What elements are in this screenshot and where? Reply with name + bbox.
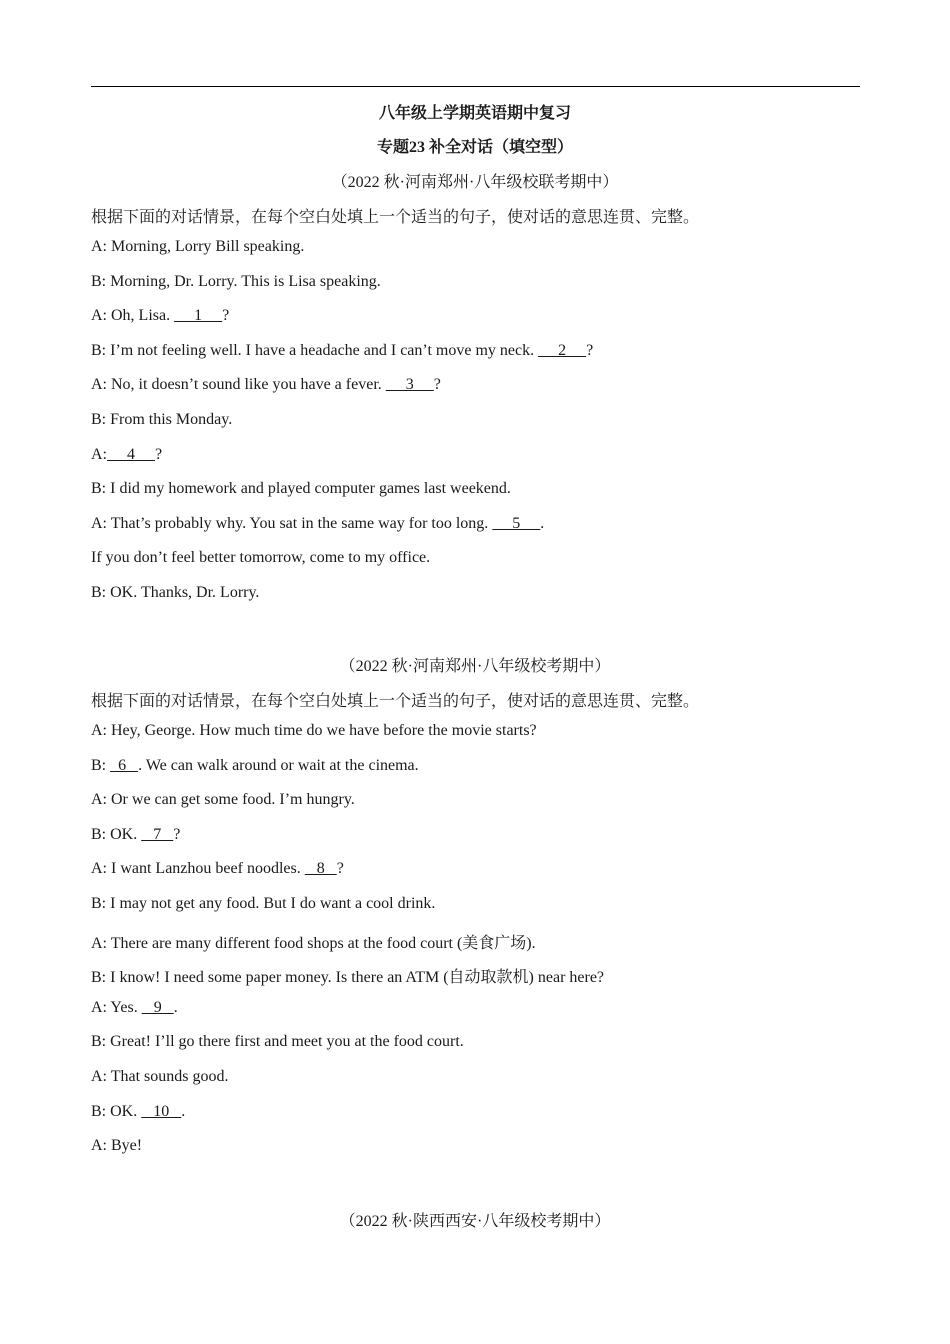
answer-blank[interactable]: 8 (304, 860, 337, 878)
answer-blank[interactable]: 9 (141, 998, 174, 1016)
dialogue-line (91, 1103, 185, 1121)
dialogue-line (91, 549, 430, 567)
line-text: B: OK. Thanks, Dr. Lorry. (91, 584, 260, 601)
dialogue-line (91, 376, 441, 394)
document-subtitle: 专题23 补全对话（填空型） (376, 139, 573, 156)
line-text: If you don’t feel better tomorrow, come to my office. (91, 549, 431, 567)
answer-blank[interactable]: 6 (110, 756, 139, 774)
section3-source: （2022 秋·陕西西安·八年级校考期中） (339, 1213, 611, 1230)
line-text-after-blank: . We can walk around or wait at the cinema. (138, 756, 419, 774)
line-text-after-blank: ? (433, 376, 441, 394)
dialogue-line (91, 1137, 142, 1155)
line-text-after-blank: ? (155, 445, 163, 463)
section2-instruction: 根据下面的对话情景，在每个空白处填上一个适当的句子，使对话的意思连贯、完整。 (91, 693, 700, 710)
section1-source: （2022 秋·河南郑州·八年级校联考期中） (331, 174, 619, 191)
line-text: A: Bye! (91, 1137, 143, 1155)
section1-instruction: 根据下面的对话情景，在每个空白处填上一个适当的句子，使对话的意思连贯、完整。 (91, 209, 700, 226)
answer-blank[interactable]: 5 (492, 514, 541, 532)
line-text: A: I want Lanzhou beef noodles. (91, 860, 305, 878)
line-text: A: Or we can get some food. I’m hungry. (91, 791, 355, 809)
line-text: B: Morning, Dr. Lorry. This is Lisa speaking. (91, 272, 381, 290)
dialogue-line (91, 342, 593, 360)
dialogue-line (91, 446, 162, 464)
dialogue-line (91, 791, 355, 809)
line-text: A: That sounds good. (91, 1068, 229, 1085)
answer-blank[interactable]: 4 (107, 445, 155, 463)
line-text-after-blank: . (173, 998, 178, 1016)
dialogue-line (91, 515, 544, 533)
line-text: B: (91, 756, 111, 774)
line-text: B: I’m not feeling well. I have a headache and I can’t move my neck. (91, 341, 539, 359)
section2-source: （2022 秋·河南郑州·八年级校考期中） (339, 658, 611, 675)
answer-blank[interactable]: 7 (141, 825, 174, 843)
line-text: B: I may not get any food. But I do want a cool drink. (91, 895, 436, 912)
dialogue-line (91, 411, 232, 429)
answer-blank[interactable]: 1 (174, 307, 223, 325)
line-text-after-blank: ? (336, 860, 344, 878)
line-text: A: That’s probably why. You sat in the same way for too long. (91, 514, 493, 532)
dialogue-line (91, 273, 381, 291)
dialogue-line (91, 895, 435, 913)
document-title: 八年级上学期英语期中复习 (378, 105, 571, 122)
line-text: B: From this Monday. (91, 411, 233, 428)
line-text: A: Oh, Lisa. (91, 307, 175, 325)
line-text: A: No, it doesn’t sound like you have a fever. (91, 376, 386, 394)
line-text-after-blank: . (540, 514, 545, 532)
line-text: A: Morning, Lorry Bill speaking. (91, 238, 305, 255)
dialogue-line (91, 238, 304, 256)
line-text-after-blank: ? (222, 307, 230, 325)
dialogue-line (91, 584, 259, 602)
dialogue-line (91, 826, 180, 844)
line-text: B: I know! I need some paper money. Is there an ATM (自动取款机) near here? (91, 969, 605, 987)
dialogue-line (91, 480, 511, 498)
answer-blank[interactable]: 2 (538, 341, 587, 359)
line-text: B: OK. (91, 825, 142, 843)
answer-blank[interactable]: 10 (141, 1102, 182, 1120)
line-text: B: OK. (91, 1102, 142, 1120)
dialogue-line (91, 1033, 464, 1051)
line-text: A: (91, 445, 107, 463)
line-text: A: Hey, George. How much time do we have before the movie starts? (91, 722, 537, 739)
line-text: A: Yes. (91, 998, 142, 1016)
header-rule (91, 86, 860, 87)
dialogue-line (91, 757, 419, 775)
line-text-after-blank: ? (586, 341, 594, 359)
line-text: A: There are many different food shops at the food court (美食广场). (91, 934, 536, 952)
line-text: B: I did my homework and played computer games last weekend. (91, 480, 511, 498)
dialogue-line (91, 930, 536, 953)
dialogue-line (91, 1068, 228, 1086)
dialogue-line (91, 307, 229, 325)
line-text: B: Great! I’ll go there first and meet you at the food court. (91, 1033, 464, 1051)
line-text-after-blank: . (181, 1102, 186, 1120)
dialogue-line (91, 860, 344, 878)
dialogue-line (91, 964, 604, 987)
answer-blank[interactable]: 3 (385, 376, 434, 394)
dialogue-line (91, 999, 178, 1017)
dialogue-line (91, 722, 537, 740)
line-text-after-blank: ? (173, 825, 181, 843)
